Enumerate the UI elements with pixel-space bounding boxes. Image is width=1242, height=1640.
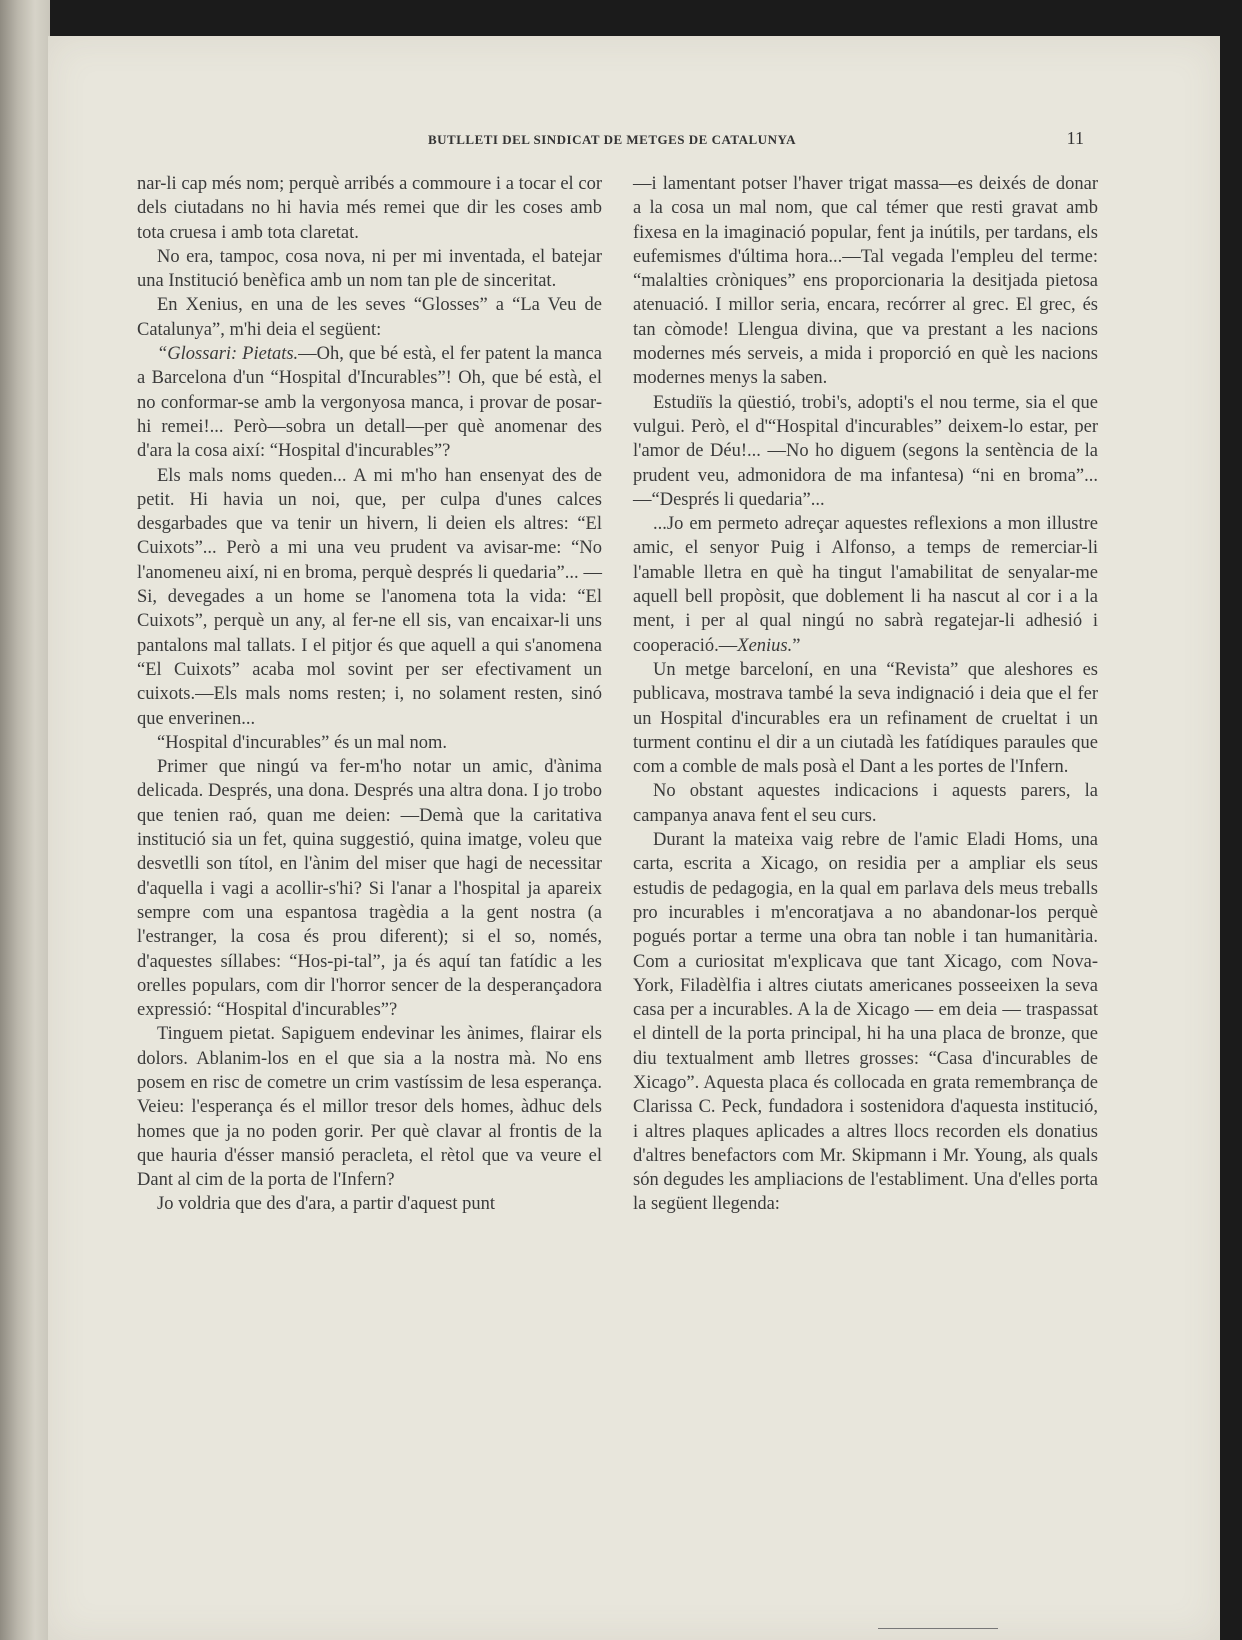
paragraph: Jo voldria que des d'ara, a partir d'aquest punt xyxy=(157,1194,496,1215)
paragraph xyxy=(633,512,1098,658)
document-page xyxy=(48,36,1220,1640)
paragraph: No obstant aquestes indicacions i aquests parers, la campanya anava fent el seu curs. xyxy=(633,781,1098,826)
paragraph: Estudiïs la qüestió, trobi's, adopti's el nou terme, sia el que vulgui. Però, el d'“Hospital d'incurables” deixem-lo estar, per l'amor de Déu!... —No ho diguem (segons la sentència de la prudent veu, admonidora de ma infantesa) “ni en broma”...—“Després li quedaria”... xyxy=(633,392,1098,510)
right-column xyxy=(633,172,1098,1217)
running-header xyxy=(48,128,1220,152)
paragraph-text: ...Jo em permeto adreçar aquestes reflexions a mon illustre amic, el senyor Puig i Alfonso, a temps de remerciar-li l'amable lletra en què ha tingut l'amabilitat de senyalar-me aquell bell propòsit, que doblement li ha nascut al cor i a la ment, i per al qual ningú no sabrà regatejar-li adhesió i cooperació.— xyxy=(633,514,1098,656)
paragraph xyxy=(137,342,602,463)
left-column xyxy=(137,172,602,1217)
paragraph: “Hospital d'incurables” és un mal nom. xyxy=(157,732,448,753)
paragraph: nar-li cap més nom; perquè arribés a commoure i a tocar el cor dels ciutadans no hi havia més remei que dir les coses amb tota cruesa i amb tota claretat. xyxy=(137,174,602,243)
paragraph: Primer que ningú va fer-m'ho notar un amic, d'ànima delicada. Després, una dona. Després una altra dona. I jo trobo que tenien raó, quan me deien: —Demà que la caritativa institució sia un fet, quina suggestió, quina imatge, voleu que desvetlli son títol, en l'ànim del miser que hagi de necessitar d'aquella i vagi a acollir-s'hi? Si l'anar a l'hospital ja apareix sempre com una espantosa tragèdia a la gent nostra (a l'estranger, la cosa és prou diferent); si el so, només, d'aquestes síllabes: “Hos-pi-tal”, ja és aquí tan fatídic a les orelles populars, com dir l'horror sencer de la desperançadora expressió: “Hospital d'incurables”? xyxy=(137,757,602,1021)
quote-text: —Oh, que bé està, el fer patent la manca a Barcelona d'un “Hospital d'Incurables”! Oh, que bé està, el no conformar-se amb la vergonyosa manca, i provar de posar-hi remei!... Però—sobra un detall—per què anomenar des d'ara la cosa així: “Hospital d'incurables”? xyxy=(137,344,602,462)
paragraph: Durant la mateixa vaig rebre de l'amic Eladi Homs, una carta, escrita a Xicago, on residia per a ampliar els seus estudis de pedagogia, en la qual em parlava dels meus treballs pro incurables i m'encoratjava a no abandonar-los perquè pogués portar a terme una obra tan noble i tan humanitària. Com a curiositat m'explicava que tant Xicago, com Nova-York, Filadèlfia i altres ciutats americanes posseeixen la seva casa per a incurables. A la de Xicago — em deia — traspassat el dintell de la porta principal, hi ha una placa de bronze, que diu textualment amb lletres grosses: “Casa d'incurables de Xicago”. Aquesta placa és collocada en grata remembrança de Clarissa C. Peck, fundadora i sostenidora d'aquesta institució, i altres plaques aplicades a altres llocs recorden els donatius d'altres benefactors com Mr. Skipmann i Mr. Young, als quals són degudes les ampliacions de l'establiment. Una d'elles porta la següent llegenda: xyxy=(633,830,1098,1215)
paragraph: Els mals noms queden... A mi m'ho han ensenyat des de petit. Hi havia un noi, que, per culpa d'unes calces desgarbades que va tenir un hivern, li deien els altres: “El Cuixots”... Però a mi una veu prudent va avisar-me: “No l'anomeneu així, ni en broma, perquè després li quedaria”... —Si, devegades a un home se l'anomena tota la vida: “El Cuixots”, perquè un any, al fer-ne ell sis, van encaixar-li uns pantalons mal tallats. I el pitjor és que aquell a qui s'anomena “El Cuixots” acaba mol sovint per ser efectivament un cuixots.—Els mals noms resten; i, no solament resten, sinó que enverinen... xyxy=(137,465,602,729)
paragraph: No era, tampoc, cosa nova, ni per mi inventada, el batejar una Institució benèfica amb un nom tan ple de sinceritat. xyxy=(137,246,602,292)
journal-title: BUTLLETI DEL SINDICAT DE METGES DE CATALUNYA xyxy=(428,132,797,147)
page-number: 11 xyxy=(1066,128,1084,148)
paragraph: En Xenius, en una de les seves “Glosses” a “La Veu de Catalunya”, m'hi deia el següent: xyxy=(137,295,602,340)
closing-quote: ” xyxy=(792,635,801,656)
footer-rule xyxy=(878,1628,998,1629)
paragraph: —i lamentant potser l'haver trigat massa—es deixés de donar a la cosa un mal nom, que cal témer que resti gravat amb fixesa en la imaginació popular, fent ja inútils, per tardans, els eufemismes d'última hora...—Tal vegada l'empleu del terme: “malalties cròniques” ens proporcionaria la desitjada pietosa atenuació. I millor seria, encara, recórrer al grec. El grec, és tan còmode! Llengua divina, que va prestant a les nacions modernes més serveis, a mida i proporció en què les nacions modernes menys la saben. xyxy=(633,174,1098,389)
paragraph: Tinguem pietat. Sapiguem endevinar les ànimes, flairar els dolors. Ablanim-los en el que sia a la nostra mà. No ens posem en risc de cometre un crim vastíssim de lesa esperança. Veieu: l'esperança és el millor tresor dels homes, àdhuc dels homes que ja no poden gorir. Per què clavar al frontis de la que hauria d'ésser mansió peracleta, el rètol que va veure el Dant al cim de la porta de l'Infern? xyxy=(137,1024,602,1191)
book-spine xyxy=(0,0,50,1640)
paragraph: Un metge barceloní, en una “Revista” que aleshores es publicava, mostrava també la seva indignació i deia que el fer un Hospital d'incurables era un refinament de crueltat i un turment continu el dir a un ciutadà les fatídiques paraules que com a comble de mals posà el Dant a les portes de l'Infern. xyxy=(633,659,1098,778)
italic-quote: “Glossari: Pietats. xyxy=(157,344,299,365)
signature: Xenius. xyxy=(737,635,793,656)
